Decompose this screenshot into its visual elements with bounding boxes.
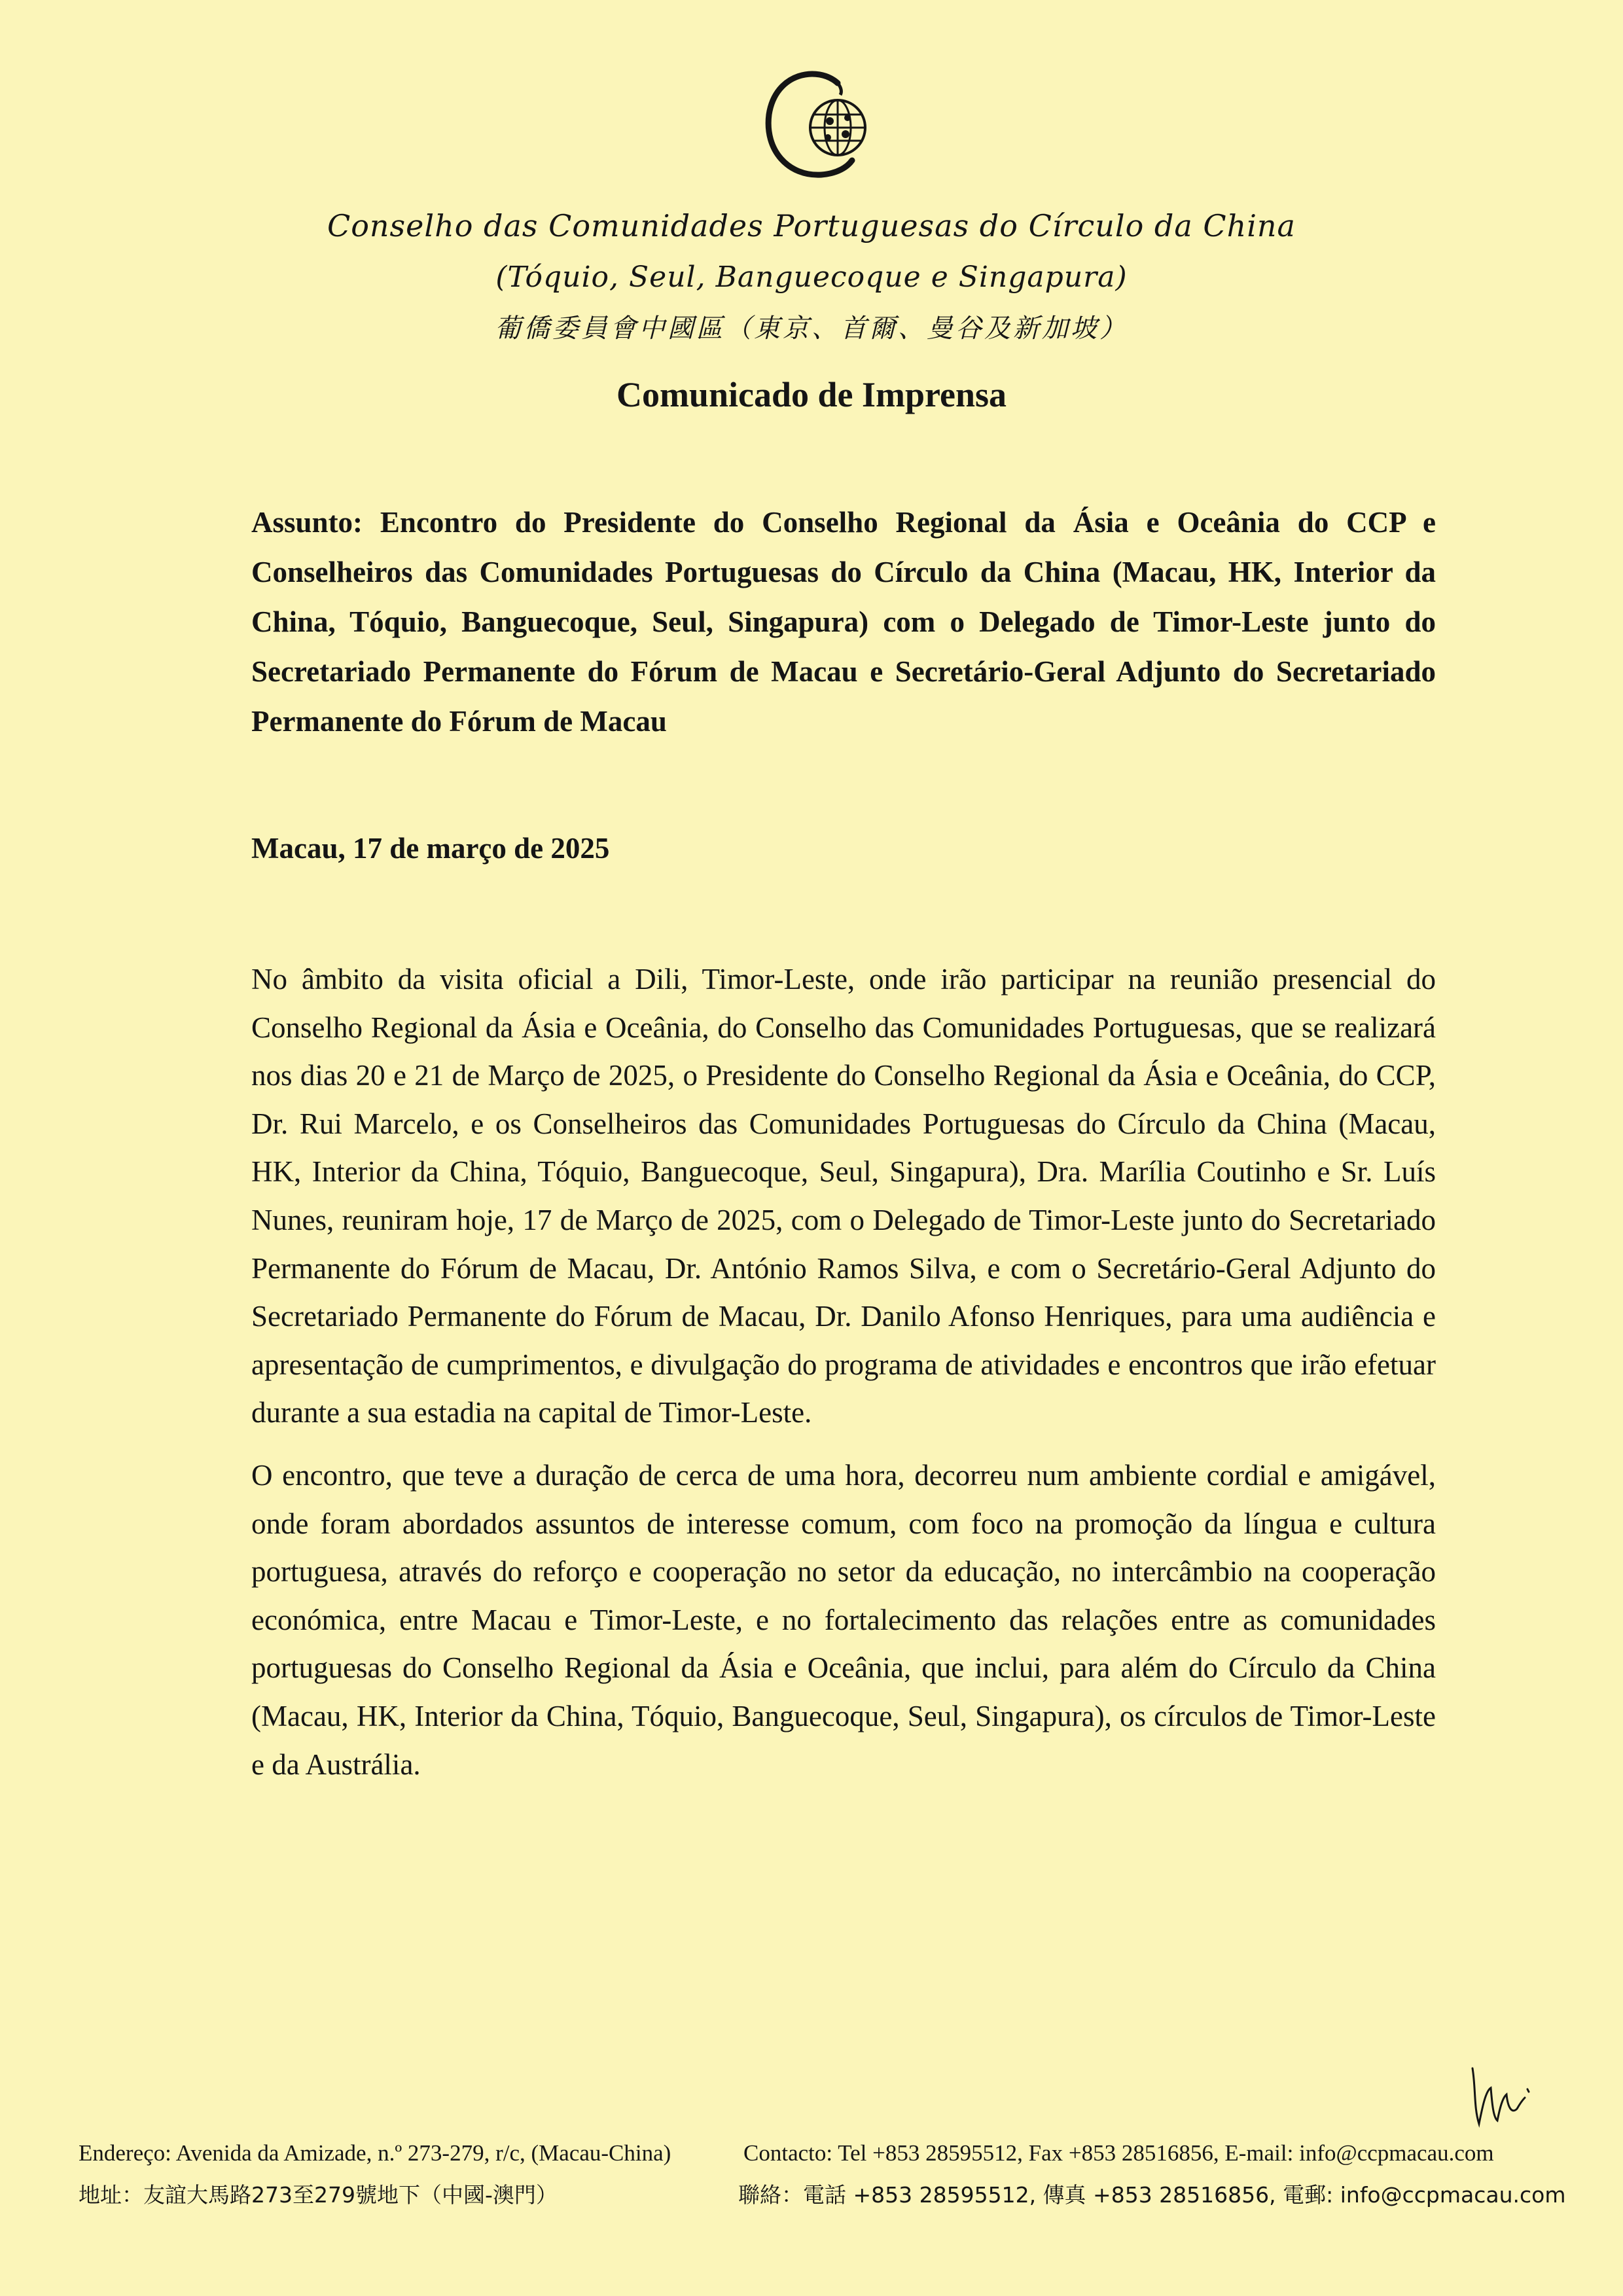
footer-contact-pt: Contacto: Tel +853 28595512, Fax +853 28516856, E-mail: info@ccpmacau.com [743,2140,1494,2166]
org-name-zh: 葡僑委員會中國區（東京、首爾、曼谷及新加坡） [495,314,1128,344]
body-paragraph-1: No âmbito da visita oficial a Dili, Timor-Leste, onde irão participar na reunião presencial do Conselho Regional da Ásia e Oceânia, do Conselho das Comunidades Portuguesas, que se realizará nos dias 20 e 21 de Março de 2025, o Presidente do Conselho Regional da Ásia e Oceânia, do CCP, Dr. Rui Marcelo, e os Conselheiros das Comunidades Portuguesas do Círculo da China (Macau, HK, Interior da China, Tóquio, Banguecoque, Seul, Singapura), Dra. Marília Coutinho e Sr. Luís Nunes, reuniram hoje, 17 de Março de 2025, com o Delegado de Timor-Leste junto do Secretariado Permanente do Fórum de Macau, Dr. António Ramos Silva, e com o Secretário-Geral Adjunto do Secretariado Permanente do Fórum de Macau, Dr. Danilo Afonso Henriques, para uma audiência e apresentação de cumprimentos, e divulgação do programa de atividades e encontros que irão efetuar durante a sua estadia na capital de Timor-Leste. [251,963,1436,1429]
org-cities-pt: (Tóquio, Seul, Banguecoque e Singapura) [495,260,1128,294]
dateline: Macau, 17 de março de 2025 [251,832,610,865]
subject-heading: Assunto: Encontro do Presidente do Conselho Regional da Ásia e Oceânia do CCP e Conselheiros das Comunidades Portuguesas do Círculo da China (Macau, HK, Interior da China, Tóquio, Banguecoque, Seul, Singapura) com o Delegado de Timor-Leste junto do Secretariado Permanente do Fórum de Macau e Secretário-Geral Adjunto do Secretariado Permanente do Fórum de Macau [251,506,1436,738]
signature-mark [1459,2062,1538,2140]
org-name-pt: Conselho das Comunidades Portuguesas do Círculo da China [327,208,1296,243]
footer-contact-zh: 聯絡：電話 +853 28595512, 傳真 +853 28516856, 電郵: info@ccpmacau.com [738,2182,1566,2208]
footer-address-pt: Endereço: Avenida da Amizade, n.º 273-279, r/c, (Macau-China) [79,2140,671,2166]
body-paragraph-2: O encontro, que teve a duração de cerca de uma hora, decorreu num ambiente cordial e amigável, onde foram abordados assuntos de interesse comum, com foco na promoção da língua e cultura portuguesa, através do reforço e cooperação no setor da educação, no intercâmbio na cooperação económica, entre Macau e Timor-Leste, e no fortalecimento das relações entre as comunidades portuguesas do Conselho Regional da Ásia e Oceânia, que inclui, para além do Círculo da China (Macau, HK, Interior da China, Tóquio, Banguecoque, Seul, Singapura), os círculos de Timor-Leste e da Austrália. [251,1458,1436,1781]
body-text [251,956,1436,1803]
document-title: Comunicado de Imprensa [616,375,1007,414]
globe-c-logo-icon [740,62,890,187]
footer-address-zh: 地址：友誼大馬路273至279號地下（中國-澳門） [79,2182,558,2208]
